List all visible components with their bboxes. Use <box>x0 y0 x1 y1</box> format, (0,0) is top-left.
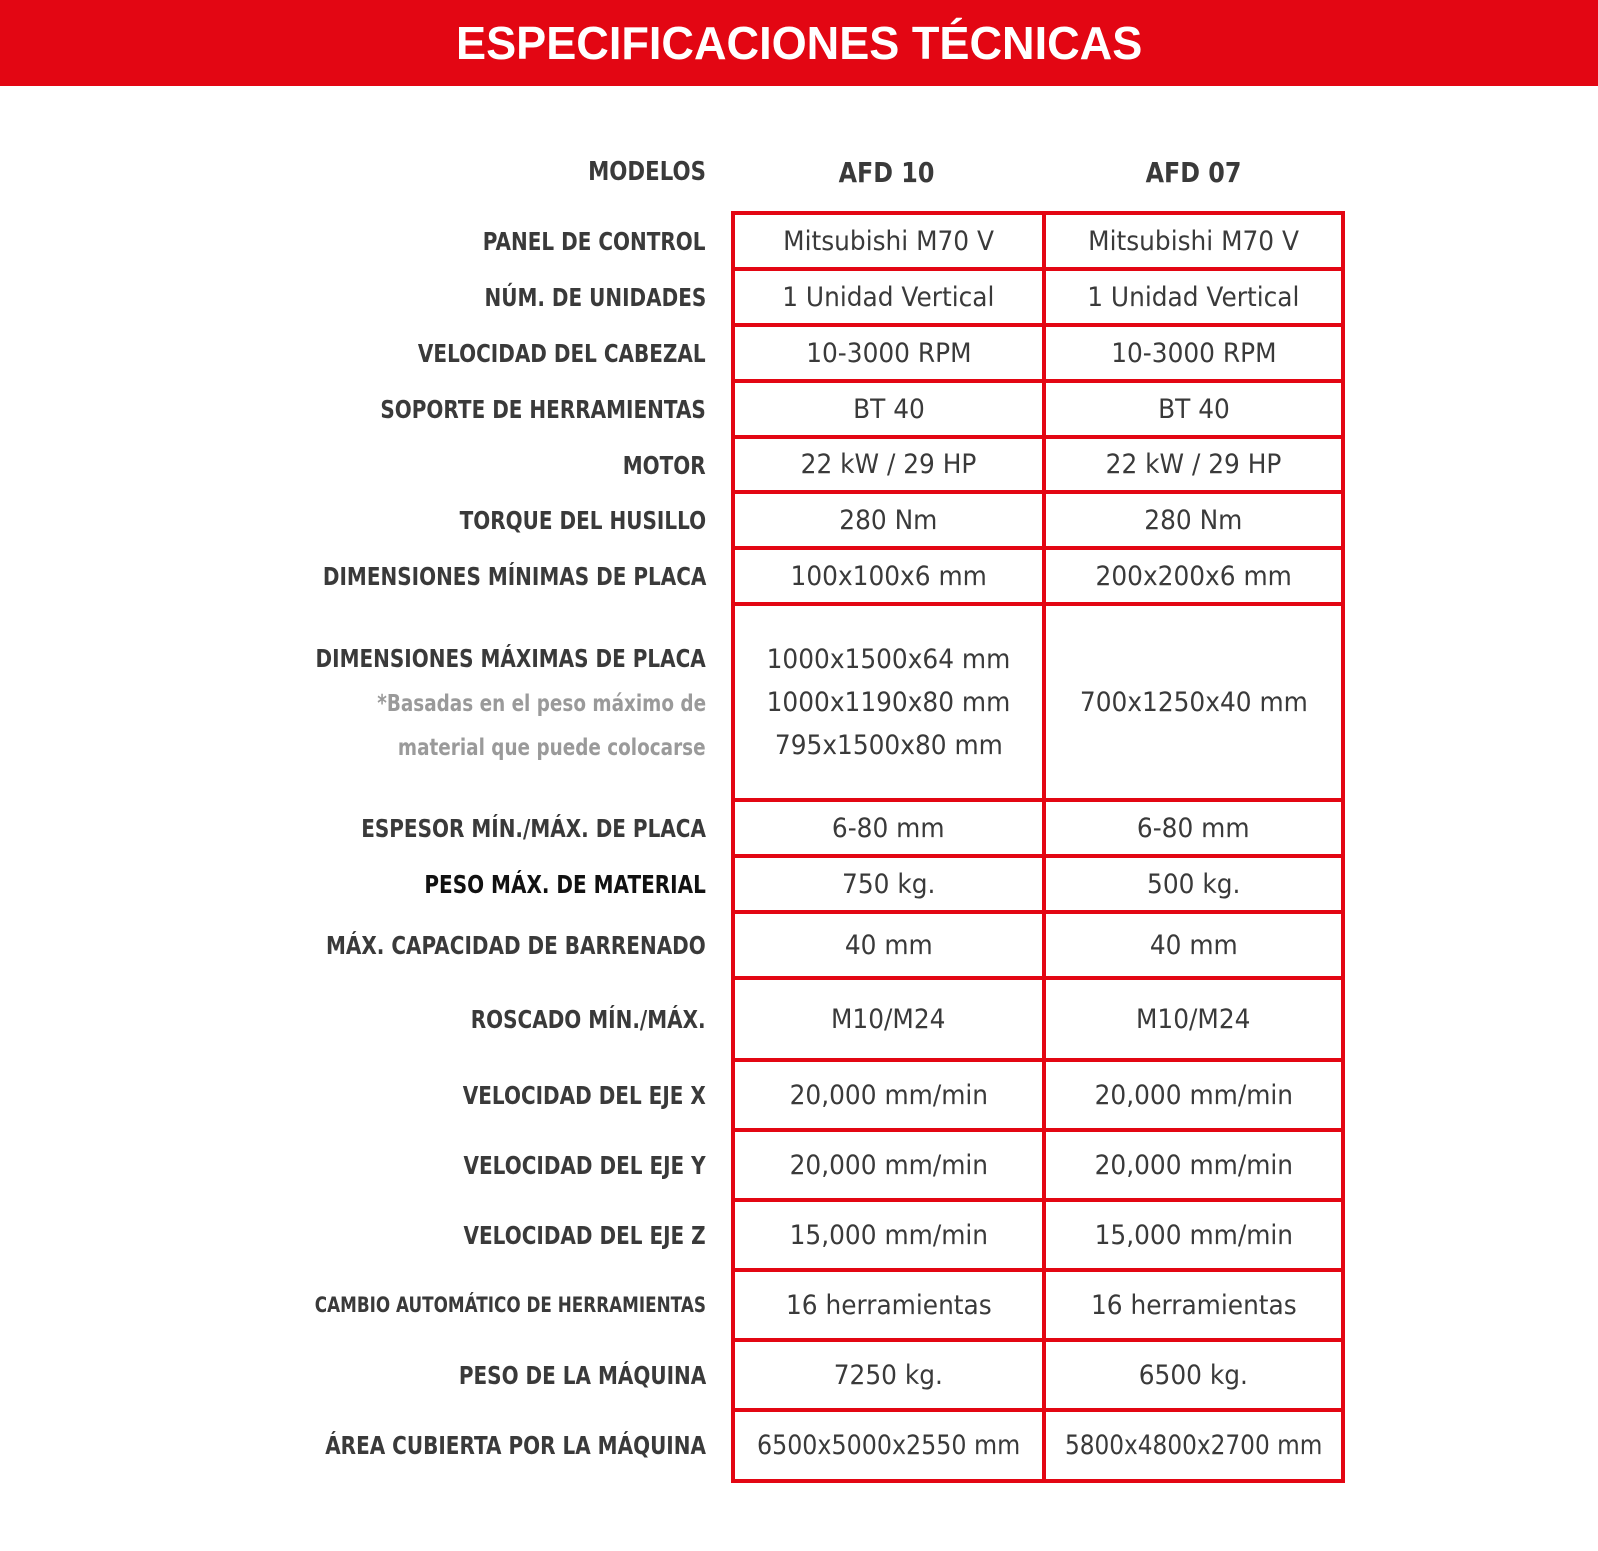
table-cell: 22 kW / 29 HP <box>800 449 977 480</box>
spec-note: *Basadas en el peso máximo de <box>377 690 706 717</box>
table-cell: 6-80 mm <box>832 812 945 844</box>
table-cell: 20,000 mm/min <box>789 1079 988 1111</box>
table-cell: 40 mm <box>1149 929 1238 961</box>
table-cell: 15,000 mm/min <box>789 1219 988 1251</box>
spec-table <box>731 211 1345 1483</box>
spec-label: DIMENSIONES MÍNIMAS DE PLACA <box>322 561 706 591</box>
table-cell: BT 40 <box>1157 393 1230 425</box>
table-cell: 1 Unidad Vertical <box>1087 281 1300 313</box>
spec-label: MÁX. CAPACIDAD DE BARRENADO <box>326 930 706 960</box>
table-cell: 6-80 mm <box>1137 812 1250 844</box>
table-cell: M10/M24 <box>831 1003 946 1035</box>
spec-label: CAMBIO AUTOMÁTICO DE HERRAMIENTAS <box>314 1293 706 1317</box>
table-cell: Mitsubishi M70 V <box>783 225 994 257</box>
spec-label: ÁREA CUBIERTA POR LA MÁQUINA <box>325 1430 706 1460</box>
spec-label: SOPORTE DE HERRAMIENTAS <box>380 394 706 424</box>
table-cell: 500 kg. <box>1146 868 1241 900</box>
spec-label: VELOCIDAD DEL EJE Y <box>463 1150 706 1180</box>
table-cell: 700x1250x40 mm <box>1079 686 1308 718</box>
table-cell: 10-3000 RPM <box>805 337 972 369</box>
spec-label: PESO DE LA MÁQUINA <box>458 1360 706 1390</box>
spec-label: VELOCIDAD DEL EJE X <box>462 1080 706 1110</box>
spec-label: VELOCIDAD DEL CABEZAL <box>418 338 706 368</box>
spec-note: material que puede colocarse <box>398 734 706 761</box>
spec-label: VELOCIDAD DEL EJE Z <box>463 1220 706 1250</box>
table-cell: 40 mm <box>844 929 933 961</box>
title-banner <box>0 0 1598 86</box>
table-cell: M10/M24 <box>1136 1003 1251 1035</box>
table-cell: 280 Nm <box>839 504 938 536</box>
model-afd07-header: AFD 07 <box>1145 155 1242 189</box>
spec-label: DIMENSIONES MÁXIMAS DE PLACA *Basadas en el peso máximo de material que puede colocarse <box>315 643 706 761</box>
page-title: ESPECIFICACIONES TÉCNICAS <box>455 17 1143 69</box>
model-afd10-header: AFD 10 <box>838 155 935 189</box>
table-cell: 22 kW / 29 HP <box>1105 449 1282 480</box>
table-cell: 100x100x6 mm <box>790 560 987 592</box>
table-cell: Mitsubishi M70 V <box>1088 225 1299 257</box>
table-cell: 20,000 mm/min <box>1094 1079 1293 1111</box>
table-cell: 5800x4800x2700 mm <box>1064 1430 1323 1461</box>
table-cell: 15,000 mm/min <box>1094 1219 1293 1251</box>
spec-label: TORQUE DEL HUSILLO <box>459 505 706 535</box>
table-cell: BT 40 <box>852 393 925 425</box>
spec-label: NÚM. DE UNIDADES <box>484 282 706 312</box>
models-header <box>0 150 1598 194</box>
table-cell: 10-3000 RPM <box>1110 337 1277 369</box>
models-header-label: MODELOS <box>588 157 706 187</box>
spec-label: ROSCADO MÍN./MÁX. <box>471 1004 706 1034</box>
spec-label: ESPESOR MÍN./MÁX. DE PLACA <box>361 813 706 843</box>
spec-label: PESO MÁX. DE MATERIAL <box>424 869 706 899</box>
table-cell: 1000x1500x64 mm 1000x1190x80 mm 795x1500x80 mm <box>766 643 1011 761</box>
table-cell: 200x200x6 mm <box>1095 560 1292 592</box>
table-cell: 6500 kg. <box>1138 1359 1249 1391</box>
table-cell: 6500x5000x2550 mm <box>756 1430 1021 1461</box>
table-cell: 750 kg. <box>841 868 936 900</box>
table-cell: 20,000 mm/min <box>1094 1149 1293 1181</box>
table-cell: 7250 kg. <box>833 1359 944 1391</box>
spec-label: PANEL DE CONTROL <box>483 226 706 256</box>
table-cell: 1 Unidad Vertical <box>782 281 995 313</box>
table-cell: 280 Nm <box>1144 504 1243 536</box>
spec-label: MOTOR <box>623 450 706 480</box>
table-cell: 20,000 mm/min <box>789 1149 988 1181</box>
table-cell: 16 herramientas <box>1090 1289 1297 1321</box>
table-cell: 16 herramientas <box>785 1289 992 1321</box>
